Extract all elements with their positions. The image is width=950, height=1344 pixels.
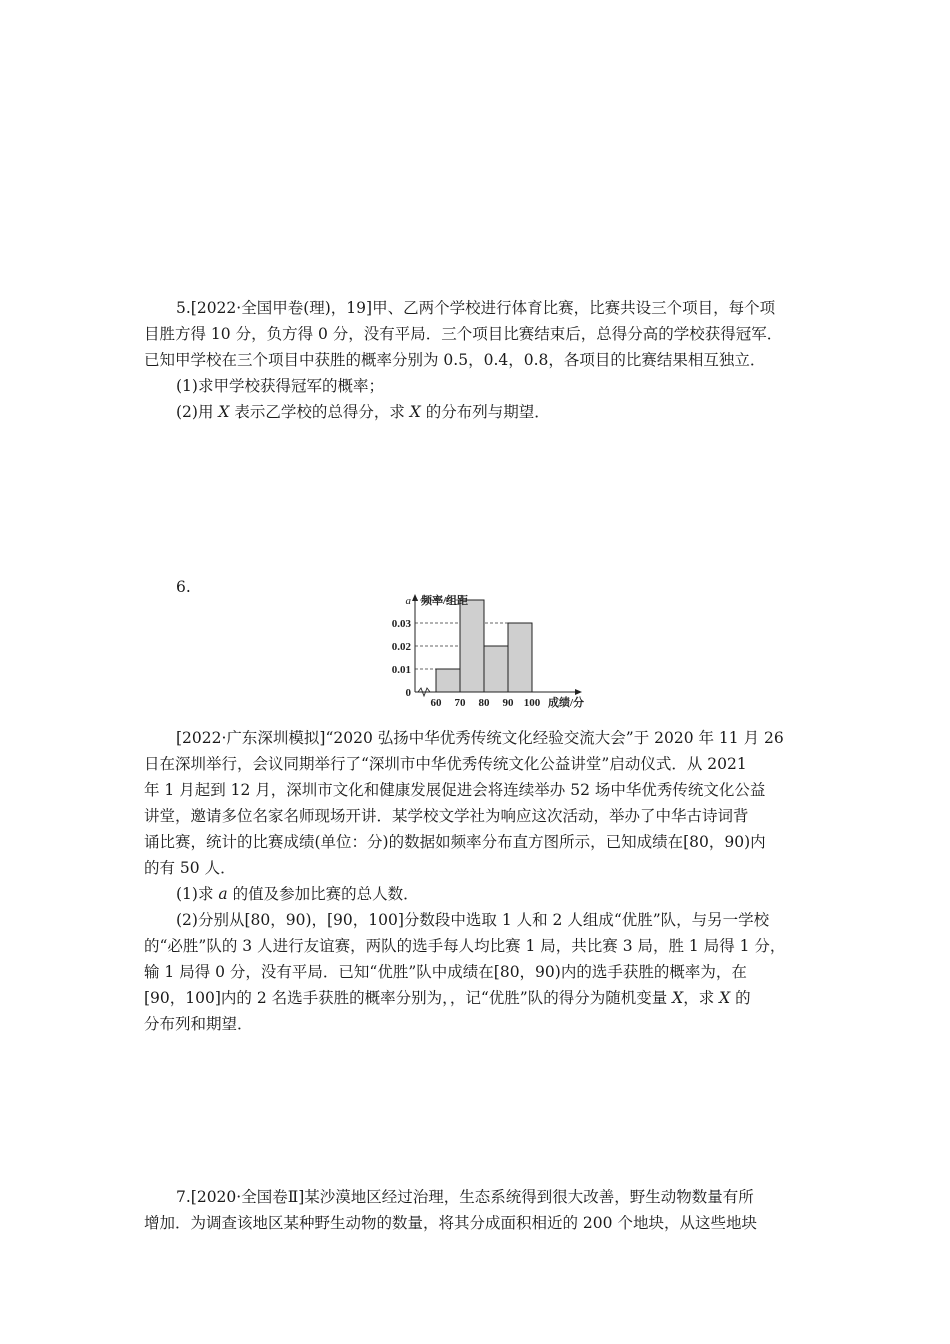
- y-tick-label-001: 0.01: [391, 664, 411, 676]
- x-tick-label: 80: [478, 697, 490, 709]
- histogram-bar: [508, 623, 532, 692]
- y-tick-label-a: a: [405, 595, 411, 607]
- x-tick-label: 100: [523, 697, 541, 709]
- histogram-bar: [460, 600, 484, 692]
- x-tick-label: 90: [502, 697, 514, 709]
- q6-number: 6.: [176, 578, 191, 596]
- q5-sub-2-part-a: (2)用: [176, 403, 219, 421]
- y-tick-label-0: 0: [405, 687, 411, 699]
- q5-line-1: 5.[2022·全国甲卷(理)，19]甲、乙两个学校进行体育比赛，比赛共设三个项目，每个项: [176, 299, 776, 317]
- q6-sub-2-line-3: 输 1 局得 0 分，没有平局．已知“优胜”队中成绩在[80，90)内的选手获胜的概率为，在: [144, 963, 747, 981]
- y-tick-label-002: 0.02: [391, 641, 411, 653]
- q5-sub-2-part-c: 的分布列与期望．: [420, 403, 550, 421]
- q6-line-1: [2022·广东深圳模拟]“2020 弘扬中华优秀传统文化经验交流大会”于 2020 年 11 月 26: [176, 729, 784, 747]
- q6-sub-2-line-4-part-c: 的: [730, 989, 751, 1007]
- q5-sub-1: (1)求甲学校获得冠军的概率；: [176, 377, 384, 395]
- q6-sub-2-line-4: [144, 985, 751, 1011]
- q6-line-4: 讲堂，邀请多位名家名师现场开讲．某学校文学社为响应这次活动，举办了中华古诗词背: [144, 807, 749, 825]
- q5-var-x-2: X: [409, 403, 421, 421]
- x-tick-label: 60: [430, 697, 442, 709]
- q6-line-3: 年 1 月起到 12 月，深圳市文化和健康发展促进会将连续举办 52 场中华优秀传统文化公益: [144, 781, 766, 799]
- y-axis-title: 频率/组距: [421, 595, 469, 607]
- q6-sub-2-line-1: (2)分别从[80，90)，[90，100]分数段中选取 1 人和 2 人组成“优胜”队，与另一学校: [176, 911, 770, 929]
- q5-sub-2-part-b: 表示乙学校的总得分，求: [229, 403, 410, 421]
- q5-sub-2: [176, 399, 550, 425]
- q5-line-3: 已知甲学校在三个项目中获胜的概率分别为 0.5，0.4，0.8，各项目的比赛结果相互独立．: [144, 351, 766, 369]
- q6-var-x-2: X: [719, 989, 731, 1007]
- q6-sub-2-line-2: 的“必胜”队的 3 人进行友谊赛，两队的选手每人均比赛 1 局，共比赛 3 局，胜 1 局得 1 分，: [144, 937, 786, 955]
- histogram-bar: [436, 669, 460, 692]
- q7-line-2: 增加．为调查该地区某种野生动物的数量，将其分成面积相近的 200 个地块，从这些地块: [144, 1214, 757, 1232]
- q6-sub-1-part-a: (1)求: [176, 885, 219, 903]
- frequency-histogram: [388, 592, 600, 714]
- q6-line-2: 日在深圳举行，会议同期举行了“深圳市中华优秀传统文化公益讲堂”启动仪式．从 2021: [144, 755, 747, 773]
- x-axis-arrow: [575, 689, 582, 695]
- y-tick-label-003: 0.03: [391, 618, 411, 630]
- q6-sub-2-line-4-part-a: [90，100]内的 2 名选手获胜的概率分别为，，记“优胜”队的得分为随机变量: [144, 989, 673, 1007]
- q6-line-6: 的有 50 人．: [144, 859, 236, 877]
- q6-sub-1: [176, 881, 419, 907]
- q5-line-2: 目胜方得 10 分，负方得 0 分，没有平局．三个项目比赛结束后，总得分高的学校获得冠军．: [144, 325, 783, 343]
- q6-sub-1-part-b: 的值及参加比赛的总人数．: [227, 885, 419, 903]
- x-tick-label: 70: [454, 697, 466, 709]
- x-axis-title: 成绩/分: [548, 697, 585, 709]
- q6-sub-2-line-4-part-b: ，求: [683, 989, 720, 1007]
- q6-sub-2-line-5: 分布列和期望．: [144, 1015, 253, 1033]
- q6-var-a: a: [218, 885, 228, 903]
- histogram-bar: [484, 646, 508, 692]
- q6-var-x-1: X: [672, 989, 684, 1007]
- q7-line-1: 7.[2020·全国卷Ⅱ]某沙漠地区经过治理，生态系统得到很大改善，野生动物数量有所: [176, 1188, 754, 1206]
- q5-var-x-1: X: [218, 403, 230, 421]
- q6-line-5: 诵比赛，统计的比赛成绩(单位：分)的数据如频率分布直方图所示，已知成绩在[80，90)内: [144, 833, 766, 851]
